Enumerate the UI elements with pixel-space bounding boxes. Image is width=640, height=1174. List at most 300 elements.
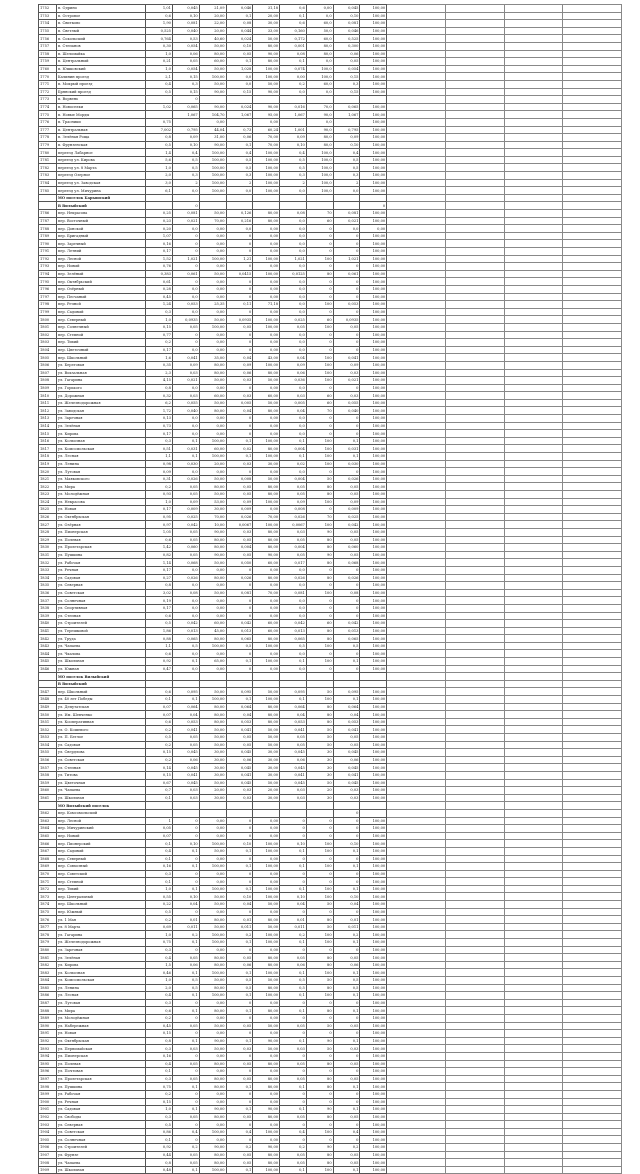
empty-cell: [445, 658, 504, 666]
road-name-cell: переезд ул. Мичурина: [56, 187, 145, 195]
value-cell: 1,0: [146, 1106, 173, 1114]
value-cell: 0: [280, 1136, 307, 1144]
value-cell: 0,1: [226, 885, 253, 893]
value-cell: 0,03: [333, 392, 360, 400]
value-cell: 90,00: [199, 528, 226, 536]
value-cell: 0,054: [172, 65, 199, 73]
empty-cell: [563, 453, 622, 461]
value-cell: 0: [172, 999, 199, 1007]
value-cell: 0,6: [146, 536, 173, 544]
road-name-cell: ул. Речная: [56, 1098, 145, 1106]
empty-cell: [563, 658, 622, 666]
value-cell: 0,045: [280, 749, 307, 757]
empty-cell: [563, 339, 622, 347]
value-cell: 0,1: [280, 696, 307, 704]
value-cell: 0,05: [333, 954, 360, 962]
road-name-cell: ул. Советская: [56, 589, 145, 597]
row-number-cell: 1892: [39, 1037, 57, 1045]
row-number-cell: 1790: [39, 240, 57, 248]
value-cell: 80,0: [306, 50, 333, 58]
value-cell: 30,00: [253, 20, 280, 28]
empty-cell: [563, 1090, 622, 1098]
table-row: [39, 604, 622, 612]
road-name-cell: ул. Гагарина: [56, 931, 145, 939]
value-cell: 100: [306, 521, 333, 529]
value-cell: 0: [333, 1090, 360, 1098]
empty-cell: [504, 42, 563, 50]
empty-cell: [445, 141, 504, 149]
empty-cell: [445, 908, 504, 916]
row-number-cell: 1882: [39, 961, 57, 969]
value-cell: 1,0: [146, 164, 173, 172]
value-cell: 0,045: [333, 5, 360, 13]
value-cell: 50,00: [253, 726, 280, 734]
value-cell: 1,5: [146, 961, 173, 969]
value-cell: 100,00: [360, 27, 387, 35]
value-cell: 0,10: [280, 893, 307, 901]
value-cell: 0,17: [146, 604, 173, 612]
value-cell: 0,0935: [226, 316, 253, 324]
value-cell: 1,02: [146, 103, 173, 111]
value-cell: 50,00: [199, 977, 226, 985]
empty-cell: [387, 589, 446, 597]
value-cell: 0,35: [146, 361, 173, 369]
table-row: [39, 1014, 622, 1022]
value-cell: 2: [172, 179, 199, 187]
value-cell: 0: [280, 999, 307, 1007]
value-cell: 0,00: [199, 422, 226, 430]
value-cell: 0,05: [333, 741, 360, 749]
table-row: [39, 164, 622, 172]
value-cell: 0: [280, 946, 307, 954]
value-cell: 80,00: [199, 536, 226, 544]
row-number-cell: 1901: [39, 1106, 57, 1114]
value-cell: 30,00: [253, 794, 280, 802]
value-cell: 0,040: [172, 407, 199, 415]
empty-cell: [504, 1121, 563, 1129]
value-cell: 0,1: [172, 939, 199, 947]
value-cell: 1,4: [146, 149, 173, 157]
road-name-cell: п. Сокольский: [56, 35, 145, 43]
table-row: [39, 96, 622, 104]
value-cell: 90,00: [199, 141, 226, 149]
value-cell: 0,03: [226, 460, 253, 468]
value-cell: 0: [306, 263, 333, 271]
road-name-cell: переезд ул. 8 Марта: [56, 164, 145, 172]
value-cell: 80,00: [253, 1083, 280, 1091]
value-cell: 0,00: [199, 331, 226, 339]
empty-cell: [387, 1068, 446, 1076]
value-cell: 0,1: [226, 141, 253, 149]
row-number-cell: 1815: [39, 430, 57, 438]
row-number-cell: 1867: [39, 847, 57, 855]
value-cell: 0,04: [226, 407, 253, 415]
value-cell: 0,021: [172, 217, 199, 225]
value-cell: 0: [333, 278, 360, 286]
value-cell: 0,21: [146, 58, 173, 66]
value-cell: [280, 202, 307, 210]
road-name-cell: ул. Титова: [56, 771, 145, 779]
row-number-cell: 1895: [39, 1060, 57, 1068]
empty-cell: [445, 825, 504, 833]
value-cell: 0,004: [226, 544, 253, 552]
empty-cell: [563, 255, 622, 263]
empty-cell: [563, 832, 622, 840]
value-cell: 100: [306, 696, 333, 704]
empty-cell: [563, 293, 622, 301]
empty-cell: [387, 870, 446, 878]
empty-cell: [445, 977, 504, 985]
road-name-cell: п. Шеломайка: [56, 50, 145, 58]
empty-cell: [387, 536, 446, 544]
table-row: [39, 278, 622, 286]
value-cell: 0,031: [333, 445, 360, 453]
empty-cell: [504, 1090, 563, 1098]
row-number-cell: 1777: [39, 126, 57, 134]
value-cell: 100,00: [360, 1022, 387, 1030]
value-cell: 80: [306, 916, 333, 924]
empty-cell: [563, 794, 622, 802]
table-row: [39, 1166, 622, 1174]
value-cell: 0: [226, 946, 253, 954]
value-cell: 0,4: [333, 1128, 360, 1136]
value-cell: 100,00: [360, 627, 387, 635]
value-cell: 0,03: [280, 528, 307, 536]
value-cell: [360, 96, 387, 104]
empty-cell: [445, 627, 504, 635]
value-cell: 0,1: [280, 847, 307, 855]
value-cell: 0,009: [226, 506, 253, 514]
empty-cell: [563, 1098, 622, 1106]
row-number-cell: 1868: [39, 855, 57, 863]
value-cell: 50,00: [253, 734, 280, 742]
value-cell: 0,4: [146, 992, 173, 1000]
road-name-cell: ул. Свободы: [56, 1113, 145, 1121]
value-cell: 50,00: [253, 80, 280, 88]
value-cell: 4,15: [146, 377, 173, 385]
value-cell: [146, 673, 173, 681]
row-number-cell: 1778: [39, 134, 57, 142]
value-cell: 0,3: [333, 80, 360, 88]
empty-cell: [563, 1083, 622, 1091]
value-cell: 0: [226, 825, 253, 833]
value-cell: 0,383: [146, 270, 173, 278]
value-cell: 50: [306, 923, 333, 931]
value-cell: 0,046: [333, 27, 360, 35]
value-cell: 100,00: [360, 741, 387, 749]
row-number-cell: 1782: [39, 164, 57, 172]
value-cell: 0,2: [226, 931, 253, 939]
empty-cell: [504, 179, 563, 187]
empty-cell: [563, 468, 622, 476]
value-cell: 0,0: [172, 566, 199, 574]
value-cell: 0,05: [172, 528, 199, 536]
value-cell: 0,041: [226, 771, 253, 779]
value-cell: 100,00: [360, 1106, 387, 1114]
road-name-cell: п. Трасники: [56, 118, 145, 126]
empty-cell: [445, 1037, 504, 1045]
table-row: [39, 559, 622, 567]
value-cell: 100,00: [253, 893, 280, 901]
empty-cell: [563, 263, 622, 271]
value-cell: 1,01: [146, 5, 173, 13]
value-cell: 0,095: [280, 688, 307, 696]
value-cell: 0: [172, 278, 199, 286]
row-number-cell: 1875: [39, 908, 57, 916]
empty-cell: [504, 354, 563, 362]
road-name-cell: ул. Молодёжная: [56, 491, 145, 499]
value-cell: 0,1: [172, 453, 199, 461]
value-cell: 0,0: [172, 187, 199, 195]
empty-cell: [445, 802, 504, 810]
value-cell: 0: [333, 855, 360, 863]
value-cell: 0: [172, 1014, 199, 1022]
empty-cell: [445, 1151, 504, 1159]
value-cell: 0,026: [333, 475, 360, 483]
table-row: [39, 696, 622, 704]
empty-cell: [387, 263, 446, 271]
empty-cell: [504, 847, 563, 855]
value-cell: 0,3: [146, 1113, 173, 1121]
value-cell: 100,00: [360, 916, 387, 924]
empty-cell: [387, 711, 446, 719]
value-cell: 0,3: [146, 999, 173, 1007]
value-cell: 0: [226, 908, 253, 916]
value-cell: 0: [172, 1052, 199, 1060]
value-cell: 0,00: [199, 1098, 226, 1106]
value-cell: 100,00: [360, 339, 387, 347]
value-cell: 0,09: [280, 498, 307, 506]
value-cell: 80,00: [253, 916, 280, 924]
value-cell: 80: [306, 954, 333, 962]
empty-cell: [387, 331, 446, 339]
empty-cell: [563, 764, 622, 772]
value-cell: 100,00: [253, 1166, 280, 1174]
value-cell: 100,00: [360, 566, 387, 574]
road-name-cell: пер. Заречный: [56, 240, 145, 248]
value-cell: 0,1: [146, 696, 173, 704]
value-cell: [280, 680, 307, 688]
table-row: [39, 612, 622, 620]
table-row: [39, 506, 622, 514]
road-name-cell: ул. Рабочая: [56, 559, 145, 567]
value-cell: 21,09: [199, 5, 226, 13]
value-cell: 100,00: [199, 1128, 226, 1136]
value-cell: 0,10: [226, 42, 253, 50]
value-cell: 30: [306, 771, 333, 779]
empty-cell: [504, 916, 563, 924]
row-number-cell: 1850: [39, 711, 57, 719]
table-row: [39, 141, 622, 149]
value-cell: 0,06: [280, 961, 307, 969]
value-cell: 100,00: [360, 468, 387, 476]
road-name-cell: ул. Заречная: [56, 415, 145, 423]
value-cell: 100,0: [306, 149, 333, 157]
value-cell: 100,00: [360, 179, 387, 187]
empty-cell: [504, 210, 563, 218]
value-cell: 0,10: [333, 840, 360, 848]
value-cell: 0,1: [172, 847, 199, 855]
empty-cell: [563, 88, 622, 96]
value-cell: 0,5: [333, 984, 360, 992]
value-cell: 100,00: [360, 794, 387, 802]
value-cell: 0,77: [146, 331, 173, 339]
empty-cell: [563, 878, 622, 886]
value-cell: 0,05: [172, 1151, 199, 1159]
table-row: [39, 832, 622, 840]
value-cell: 0,3: [146, 308, 173, 316]
value-cell: 0,021: [333, 217, 360, 225]
road-name-cell: ул. Пушкина: [56, 1083, 145, 1091]
row-number-cell: 1830: [39, 544, 57, 552]
road-name-cell: ул. Лесная: [56, 453, 145, 461]
value-cell: 100,00: [360, 149, 387, 157]
table-row: [39, 749, 622, 757]
road-name-cell: ул. Вокзальная: [56, 369, 145, 377]
value-cell: 0,026: [333, 574, 360, 582]
table-row: [39, 399, 622, 407]
value-cell: 0: [306, 1052, 333, 1060]
value-cell: 0,1: [226, 12, 253, 20]
empty-cell: [563, 536, 622, 544]
empty-cell: [387, 1090, 446, 1098]
empty-cell: [504, 1037, 563, 1045]
empty-cell: [504, 711, 563, 719]
value-cell: 0: [306, 293, 333, 301]
value-cell: 20: [306, 787, 333, 795]
value-cell: 100,00: [360, 1068, 387, 1076]
value-cell: 100: [306, 1128, 333, 1136]
value-cell: 100,00: [360, 604, 387, 612]
empty-cell: [504, 1068, 563, 1076]
value-cell: 0,00: [253, 308, 280, 316]
empty-cell: [504, 445, 563, 453]
value-cell: 0,6: [146, 718, 173, 726]
value-cell: 100,00: [360, 1128, 387, 1136]
value-cell: 100,00: [360, 172, 387, 180]
empty-cell: [563, 612, 622, 620]
empty-cell: [387, 12, 446, 20]
row-number-cell: 1795: [39, 278, 57, 286]
value-cell: 0,09: [172, 361, 199, 369]
empty-cell: [445, 741, 504, 749]
value-cell: 90,00: [253, 1037, 280, 1045]
value-cell: 100,00: [360, 885, 387, 893]
value-cell: 1,24: [146, 301, 173, 309]
value-cell: 0,0: [280, 612, 307, 620]
empty-cell: [387, 787, 446, 795]
road-name-cell: МО Вилыйский поселок: [56, 802, 145, 810]
value-cell: 0,064: [280, 703, 307, 711]
value-cell: [226, 673, 253, 681]
row-number-cell: 1772: [39, 88, 57, 96]
empty-cell: [563, 620, 622, 628]
value-cell: 0: [333, 999, 360, 1007]
value-cell: 60: [306, 620, 333, 628]
value-cell: 0,025: [172, 513, 199, 521]
row-number-cell: 1874: [39, 901, 57, 909]
value-cell: 0,09: [333, 361, 360, 369]
value-cell: 0: [226, 650, 253, 658]
value-cell: 0,15: [146, 771, 173, 779]
value-cell: 100,00: [360, 58, 387, 66]
value-cell: 0,0: [172, 582, 199, 590]
value-cell: 0,03: [172, 787, 199, 795]
value-cell: 0,6: [280, 20, 307, 28]
value-cell: 30,00: [199, 794, 226, 802]
row-number-cell: 1798: [39, 301, 57, 309]
value-cell: 100,00: [199, 453, 226, 461]
value-cell: 1,0: [146, 65, 173, 73]
value-cell: 50,00: [253, 923, 280, 931]
road-name-cell: пер. Комсомольский: [56, 809, 145, 817]
row-number-cell: 1847: [39, 688, 57, 696]
table-row: [39, 642, 622, 650]
value-cell: [333, 202, 360, 210]
value-cell: 0,00: [199, 878, 226, 886]
value-cell: 80: [306, 1151, 333, 1159]
value-cell: 80: [306, 1075, 333, 1083]
empty-cell: [504, 339, 563, 347]
row-number-cell: 1780: [39, 149, 57, 157]
empty-cell: [563, 513, 622, 521]
table-row: [39, 1090, 622, 1098]
value-cell: [172, 194, 199, 202]
value-cell: 0: [226, 612, 253, 620]
value-cell: 80,00: [253, 1060, 280, 1068]
empty-cell: [387, 1098, 446, 1106]
value-cell: 0: [172, 248, 199, 256]
value-cell: 100,00: [360, 977, 387, 985]
value-cell: 0,1: [172, 863, 199, 871]
value-cell: [333, 118, 360, 126]
value-cell: 100,00: [360, 589, 387, 597]
value-cell: 0,05: [333, 1159, 360, 1167]
row-number-cell: 1842: [39, 635, 57, 643]
value-cell: 0,00: [253, 1030, 280, 1038]
value-cell: [226, 802, 253, 810]
value-cell: 100,00: [360, 232, 387, 240]
road-name-cell: пер. Лесной: [56, 255, 145, 263]
empty-cell: [504, 430, 563, 438]
value-cell: 10,00: [199, 521, 226, 529]
value-cell: 0,00: [253, 232, 280, 240]
value-cell: 0,00: [253, 384, 280, 392]
empty-cell: [445, 377, 504, 385]
value-cell: 0,1: [333, 1007, 360, 1015]
empty-cell: [563, 969, 622, 977]
value-cell: 0: [306, 1014, 333, 1022]
value-cell: 0,17: [146, 346, 173, 354]
value-cell: 0,10: [172, 893, 199, 901]
empty-cell: [445, 1045, 504, 1053]
value-cell: 0,00: [253, 566, 280, 574]
value-cell: 80: [306, 718, 333, 726]
table-row: [39, 369, 622, 377]
row-number-cell: 1805: [39, 354, 57, 362]
value-cell: 0: [306, 278, 333, 286]
value-cell: 0,05: [333, 1075, 360, 1083]
value-cell: 60,00: [253, 392, 280, 400]
empty-cell: [387, 984, 446, 992]
value-cell: 0,095: [172, 688, 199, 696]
value-cell: 60,0: [306, 35, 333, 43]
value-cell: 0,31: [146, 475, 173, 483]
value-cell: 0: [333, 468, 360, 476]
empty-cell: [387, 604, 446, 612]
value-cell: 0,00: [199, 855, 226, 863]
value-cell: [306, 802, 333, 810]
